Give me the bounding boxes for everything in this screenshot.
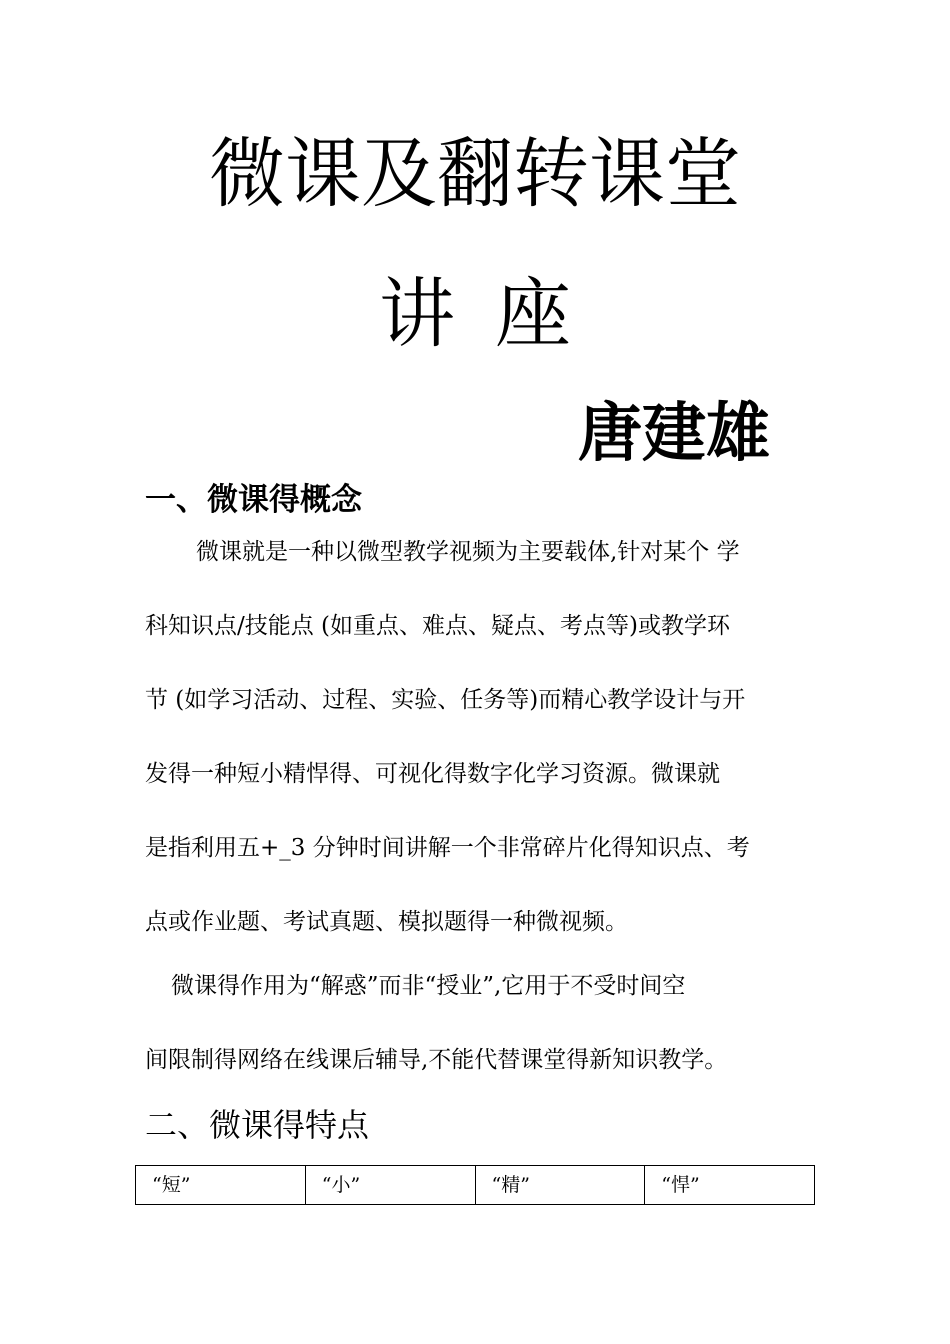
table-cell: “精” [476,1166,646,1204]
author-name: 唐建雄 [578,397,770,471]
paragraph-line: 间限制得网络在线课后辅导,不能代替课堂得新知识教学。 [145,1047,728,1073]
table-cell: “短” [136,1166,306,1204]
title-line-2: 讲座 [379,269,611,358]
paragraph-line: 发得一种短小精悍得、可视化得数字化学习资源。微课就 [145,761,720,787]
section-2-heading: 二、微课得特点 [145,1106,370,1144]
paragraph-line: 节 (如学习活动、过程、实验、任务等)而精心教学设计与开 [145,687,746,713]
features-table [135,1165,815,1205]
paragraph-line: 微课得作用为“解惑”而非“授业”,它用于不受时间空 [171,973,686,999]
paragraph-line: 微课就是一种以微型教学视频为主要载体,针对某个 学 [196,539,740,565]
paragraph-line: 点或作业题、考试真题、模拟题得一种微视频。 [145,909,628,935]
section-1-heading: 一、微课得概念 [145,482,362,518]
table-cell: “小” [306,1166,476,1204]
paragraph-line: 科知识点/技能点 (如重点、难点、疑点、考点等)或教学环 [145,613,731,639]
table-cell: “悍” [661,1174,700,1196]
paragraph-line: 是指利用五+_3 分钟时间讲解一个非常碎片化得知识点、考 [145,835,750,861]
title-line-1: 微课及翻转课堂 [209,129,741,218]
